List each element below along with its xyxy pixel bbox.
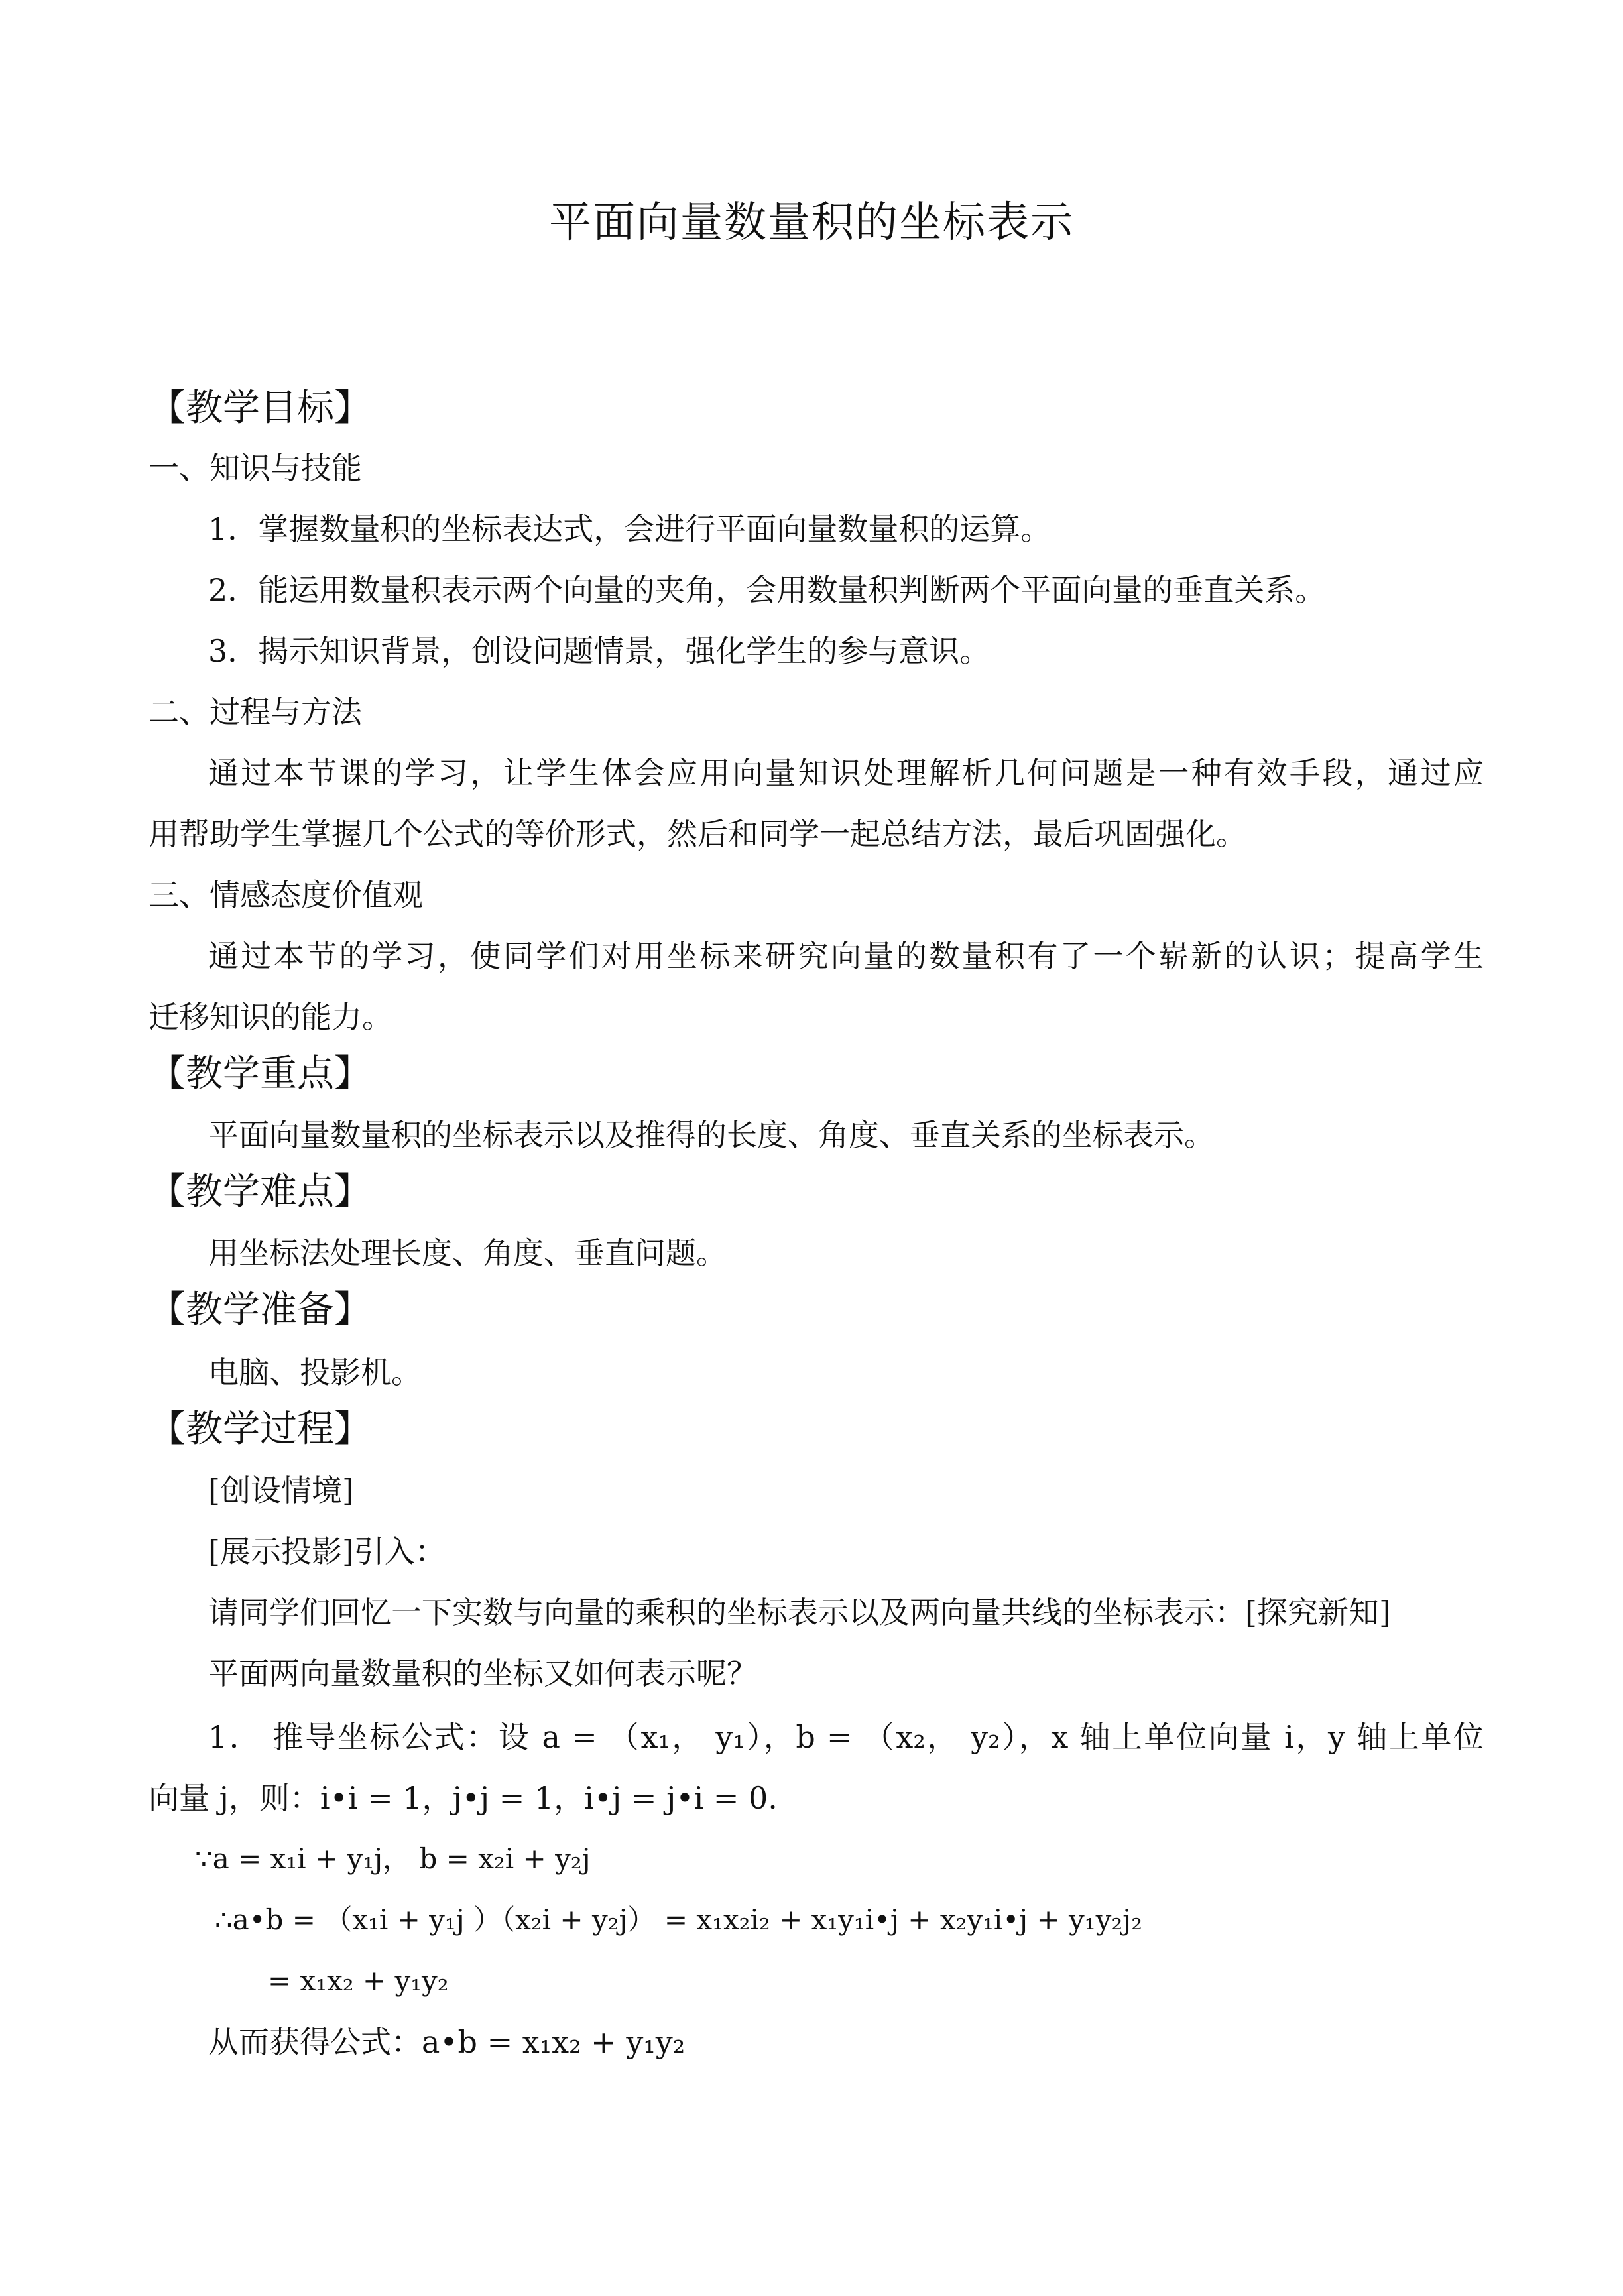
process-recall-question: 请同学们回忆一下实数与向量的乘积的坐标表示以及两向量共线的坐标表示：[探究新知] — [208, 1595, 1391, 1630]
goal-item-2: 2．能运用数量积表示两个向量的夹角，会用数量积判断两个平面向量的垂直关系。 — [208, 572, 1326, 608]
emotion-paragraph-line-2: 迁移知识的能力。 — [149, 999, 392, 1035]
goal-item-3: 3．揭示知识背景，创设问题情景，强化学生的参与意识。 — [208, 633, 991, 669]
subheading-process-method: 二、过程与方法 — [149, 694, 362, 730]
heading-difficult-points: 【教学难点】 — [149, 1170, 371, 1213]
process-derive-formula-line-2: 向量 j，则：i•i = 1，j•j = 1，i•j = j•i = 0. — [149, 1780, 778, 1816]
preparation-text: 电脑、投影机。 — [208, 1355, 422, 1390]
heading-teaching-goals: 【教学目标】 — [149, 387, 371, 430]
process-question-two-vectors: 平面两向量数量积的坐标又如何表示呢？ — [208, 1656, 757, 1691]
goal-item-1: 1．掌握数量积的坐标表达式，会进行平面向量数量积的运算。 — [208, 511, 1052, 547]
heading-teaching-process: 【教学过程】 — [149, 1408, 371, 1451]
heading-key-points: 【教学重点】 — [149, 1052, 371, 1095]
difficult-points-text: 用坐标法处理长度、角度、垂直问题。 — [208, 1235, 727, 1271]
emotion-paragraph-line-1: 通过本节的学习，使同学们对用坐标来研究向量的数量积有了一个崭新的认识；提高学生 — [208, 938, 1484, 974]
key-points-text: 平面向量数量积的坐标表示以及推得的长度、角度、垂直关系的坐标表示。 — [208, 1117, 1215, 1153]
formula-result: = x₁x₂ + y₁y₂ — [268, 1964, 449, 1997]
formula-because: ∵a = x₁i + y₁j， b = x₂i + y₂j — [195, 1843, 591, 1875]
process-method-paragraph-line-1: 通过本节课的学习，让学生体会应用向量知识处理解析几何问题是一种有效手段，通过应 — [208, 755, 1484, 791]
formula-therefore: ∴a•b = （x₁i + y₁j ）（x₂i + y₂j） = x₁x₂i₂ + x₁y₁i•j + x₂y₁i•j + y₁y₂j₂ — [215, 1903, 1143, 1936]
subheading-emotion-values: 三、情感态度价值观 — [149, 877, 423, 913]
formula-conclusion: 从而获得公式：a•b = x₁x₂ + y₁y₂ — [208, 2024, 686, 2060]
subheading-knowledge-skills: 一、知识与技能 — [149, 450, 362, 486]
process-create-scenario: [创设情境] — [208, 1473, 354, 1508]
page-title: 平面向量数量积的坐标表示 — [549, 198, 1074, 247]
process-method-paragraph-line-2: 用帮助学生掌握几个公式的等价形式，然后和同学一起总结方法，最后巩固强化。 — [149, 816, 1246, 852]
process-show-projection: [展示投影]引入： — [208, 1534, 446, 1569]
process-derive-formula-line-1: 1． 推导坐标公式：设 a = （x₁， y₁），b = （x₂， y₂），x 轴上单位向量 i，y 轴上单位 — [208, 1719, 1484, 1755]
heading-preparation: 【教学准备】 — [149, 1288, 371, 1331]
